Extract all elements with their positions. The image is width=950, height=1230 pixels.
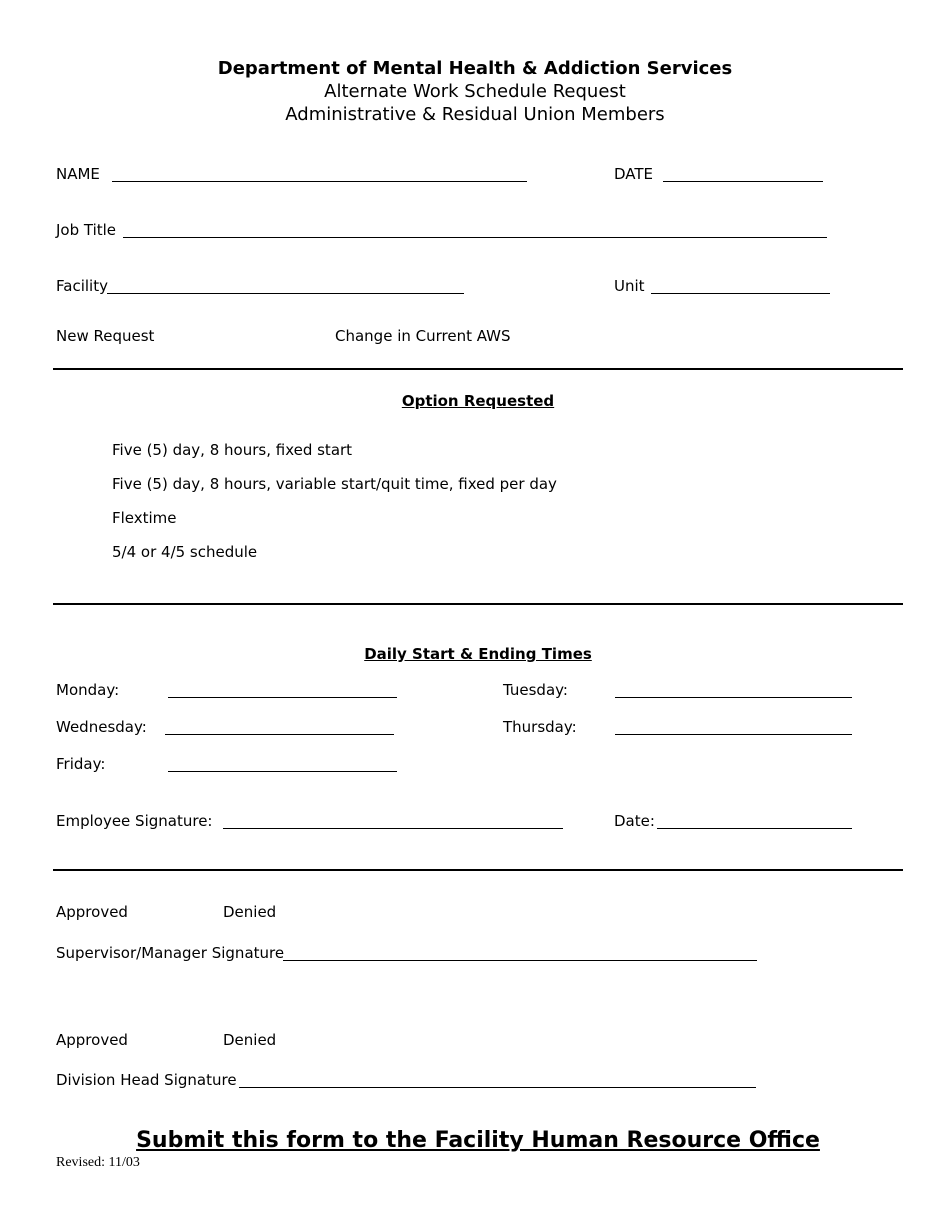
signature-date-label: Date: [614,812,655,830]
friday-field[interactable] [168,771,397,772]
supervisor-signature-field[interactable] [283,960,757,961]
monday-label: Monday: [56,681,120,699]
division-head-signature-field[interactable] [239,1087,756,1088]
wednesday-label: Wednesday: [56,718,147,736]
date-field[interactable] [663,181,823,182]
name-field[interactable] [112,181,527,182]
monday-field[interactable] [168,697,397,698]
daily-times-title: Daily Start & Ending Times [364,645,592,663]
employee-signature-field[interactable] [223,828,563,829]
submit-instruction: Submit this form to the Facility Human Resource Office [136,1128,820,1153]
audience-subtitle: Administrative & Residual Union Members [285,104,665,125]
division-head-signature-label: Division Head Signature [56,1071,237,1089]
section-divider [53,869,903,871]
tuesday-field[interactable] [615,697,852,698]
facility-field[interactable] [107,293,464,294]
supervisor-denied-option[interactable]: Denied [223,903,277,921]
change-current-aws-option[interactable]: Change in Current AWS [335,327,511,345]
option-item[interactable]: Flextime [112,509,177,527]
division-approved-option[interactable]: Approved [56,1031,128,1049]
supervisor-approved-option[interactable]: Approved [56,903,128,921]
employee-signature-label: Employee Signature: [56,812,213,830]
job-title-label: Job Title [56,221,117,239]
thursday-field[interactable] [615,734,852,735]
option-item[interactable]: 5/4 or 4/5 schedule [112,543,258,561]
unit-label: Unit [614,277,645,295]
facility-label: Facility [56,277,108,295]
form-title: Alternate Work Schedule Request [324,81,626,102]
friday-label: Friday: [56,755,106,773]
supervisor-signature-label: Supervisor/Manager Signature [56,944,285,962]
revised-date: Revised: 11/03 [56,1155,140,1170]
date-label: DATE [614,165,654,183]
section-divider [53,603,903,605]
unit-field[interactable] [651,293,830,294]
wednesday-field[interactable] [165,734,394,735]
option-item[interactable]: Five (5) day, 8 hours, variable start/quit time, fixed per day [112,475,557,493]
option-item[interactable]: Five (5) day, 8 hours, fixed start [112,441,353,459]
section-divider [53,368,903,370]
division-denied-option[interactable]: Denied [223,1031,277,1049]
thursday-label: Thursday: [503,718,577,736]
department-title: Department of Mental Health & Addiction Services [217,58,733,79]
job-title-field[interactable] [123,237,827,238]
option-requested-title: Option Requested [401,392,555,410]
tuesday-label: Tuesday: [503,681,568,699]
new-request-option[interactable]: New Request [56,327,155,345]
signature-date-field[interactable] [657,828,852,829]
name-label: NAME [56,165,100,183]
